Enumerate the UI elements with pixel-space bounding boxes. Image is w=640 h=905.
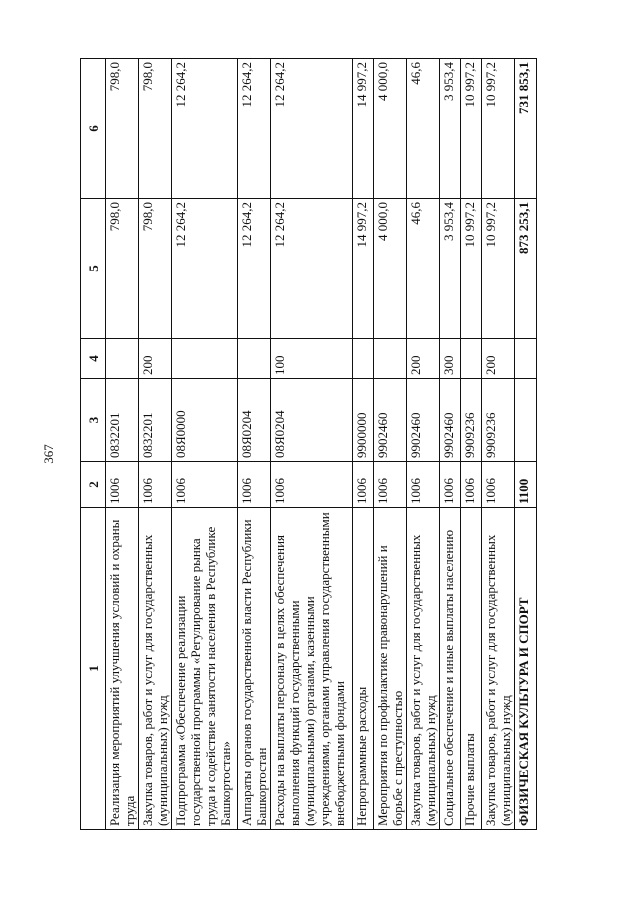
row-target: 9902460: [374, 379, 407, 462]
budget-table: [80, 58, 537, 830]
row-target: 0832201: [106, 379, 139, 462]
row-sum-col6: 10 997,2: [482, 59, 515, 199]
table-row: [139, 59, 172, 830]
total-section: 1100: [515, 462, 537, 508]
page-number: 367: [41, 444, 56, 464]
row-sum-col6: 10 997,2: [461, 59, 482, 199]
row-type: [106, 339, 139, 379]
row-type: 100: [271, 339, 353, 379]
header-cell: 4: [81, 339, 106, 379]
total-name: ФИЗИЧЕСКАЯ КУЛЬТУРА И СПОРТ: [515, 508, 537, 830]
row-type: 200: [482, 339, 515, 379]
row-type: [461, 339, 482, 379]
row-section: 1006: [353, 462, 374, 508]
total-row: [515, 59, 537, 830]
row-section: 1006: [407, 462, 440, 508]
header-cell: 3: [81, 379, 106, 462]
row-type: 300: [440, 339, 461, 379]
row-sum-col5: 798,0: [106, 199, 139, 339]
table-row: [172, 59, 238, 830]
row-sum-col6: 3 953,4: [440, 59, 461, 199]
row-sum-col5: 14 997,2: [353, 199, 374, 339]
row-target: 9902460: [407, 379, 440, 462]
row-name: Закупка товаров, работ и услуг для государственных (муниципальных) нужд: [139, 508, 172, 830]
table-row: [440, 59, 461, 830]
table-row: [353, 59, 374, 830]
row-name: Подпрограмма «Обеспечение реализации государственной программы «Регулирование рынка труда и содействие занятости населения в Республике Башкортостан»: [172, 508, 238, 830]
row-type: [238, 339, 271, 379]
total-type: [515, 339, 537, 379]
row-name: Непрограммные расходы: [353, 508, 374, 830]
row-target: 08Я0204: [271, 379, 353, 462]
row-sum-col5: 46,6: [407, 199, 440, 339]
row-name: Мероприятия по профилактике правонарушений и борьбе с преступностью: [374, 508, 407, 830]
table-row: [238, 59, 271, 830]
row-target: 9900000: [353, 379, 374, 462]
row-sum-col6: 12 264,2: [172, 59, 238, 199]
row-sum-col6: 12 264,2: [238, 59, 271, 199]
header-cell: 1: [81, 508, 106, 830]
row-section: 1006: [461, 462, 482, 508]
row-target: 9909236: [482, 379, 515, 462]
row-sum-col5: 3 953,4: [440, 199, 461, 339]
row-sum-col5: 4 000,0: [374, 199, 407, 339]
total-sum-col6: 731 853,1: [515, 59, 537, 199]
row-sum-col6: 14 997,2: [353, 59, 374, 199]
row-sum-col6: 798,0: [139, 59, 172, 199]
row-sum-col5: 12 264,2: [271, 199, 353, 339]
row-target: 9909236: [461, 379, 482, 462]
row-target: 08Я0204: [238, 379, 271, 462]
row-section: 1006: [482, 462, 515, 508]
row-type: [172, 339, 238, 379]
row-sum-col5: 10 997,2: [482, 199, 515, 339]
row-sum-col5: 12 264,2: [172, 199, 238, 339]
row-section: 1006: [139, 462, 172, 508]
table-row: [461, 59, 482, 830]
row-section: 1006: [440, 462, 461, 508]
table-row: [407, 59, 440, 830]
row-sum-col5: 798,0: [139, 199, 172, 339]
header-cell: 5: [81, 199, 106, 339]
row-section: 1006: [106, 462, 139, 508]
table-row: [482, 59, 515, 830]
row-sum-col5: 10 997,2: [461, 199, 482, 339]
row-type: 200: [407, 339, 440, 379]
row-section: 1006: [374, 462, 407, 508]
row-sum-col6: 4 000,0: [374, 59, 407, 199]
row-type: [353, 339, 374, 379]
row-sum-col6: 12 264,2: [271, 59, 353, 199]
row-name: Закупка товаров, работ и услуг для государственных (муниципальных) нужд: [407, 508, 440, 830]
row-target: 08Я0000: [172, 379, 238, 462]
row-sum-col6: 798,0: [106, 59, 139, 199]
header-row: [81, 59, 106, 830]
row-name: Социальное обеспечение и иные выплаты населению: [440, 508, 461, 830]
row-type: 200: [139, 339, 172, 379]
row-section: 1006: [271, 462, 353, 508]
row-name: Прочие выплаты: [461, 508, 482, 830]
table-row: [106, 59, 139, 830]
row-target: 0832201: [139, 379, 172, 462]
row-section: 1006: [238, 462, 271, 508]
table-row: [374, 59, 407, 830]
row-section: 1006: [172, 462, 238, 508]
row-sum-col5: 12 264,2: [238, 199, 271, 339]
row-name: Аппараты органов государственной власти Республики Башкортостан: [238, 508, 271, 830]
row-sum-col6: 46,6: [407, 59, 440, 199]
header-cell: 2: [81, 462, 106, 508]
header-cell: 6: [81, 59, 106, 199]
total-target: [515, 379, 537, 462]
total-sum-col5: 873 253,1: [515, 199, 537, 339]
table-row: [271, 59, 353, 830]
row-target: 9902460: [440, 379, 461, 462]
budget-table-rotated: [80, 59, 588, 830]
row-name: Реализация мероприятий улучшения условий и охраны труда: [106, 508, 139, 830]
row-name: Закупка товаров, работ и услуг для государственных (муниципальных) нужд: [482, 508, 515, 830]
row-type: [374, 339, 407, 379]
row-name: Расходы на выплаты персоналу в целях обеспечения выполнения функций государственными (муниципальными) органами, казенными учреждениями, органами управления государственными внебюджетными фондами: [271, 508, 353, 830]
